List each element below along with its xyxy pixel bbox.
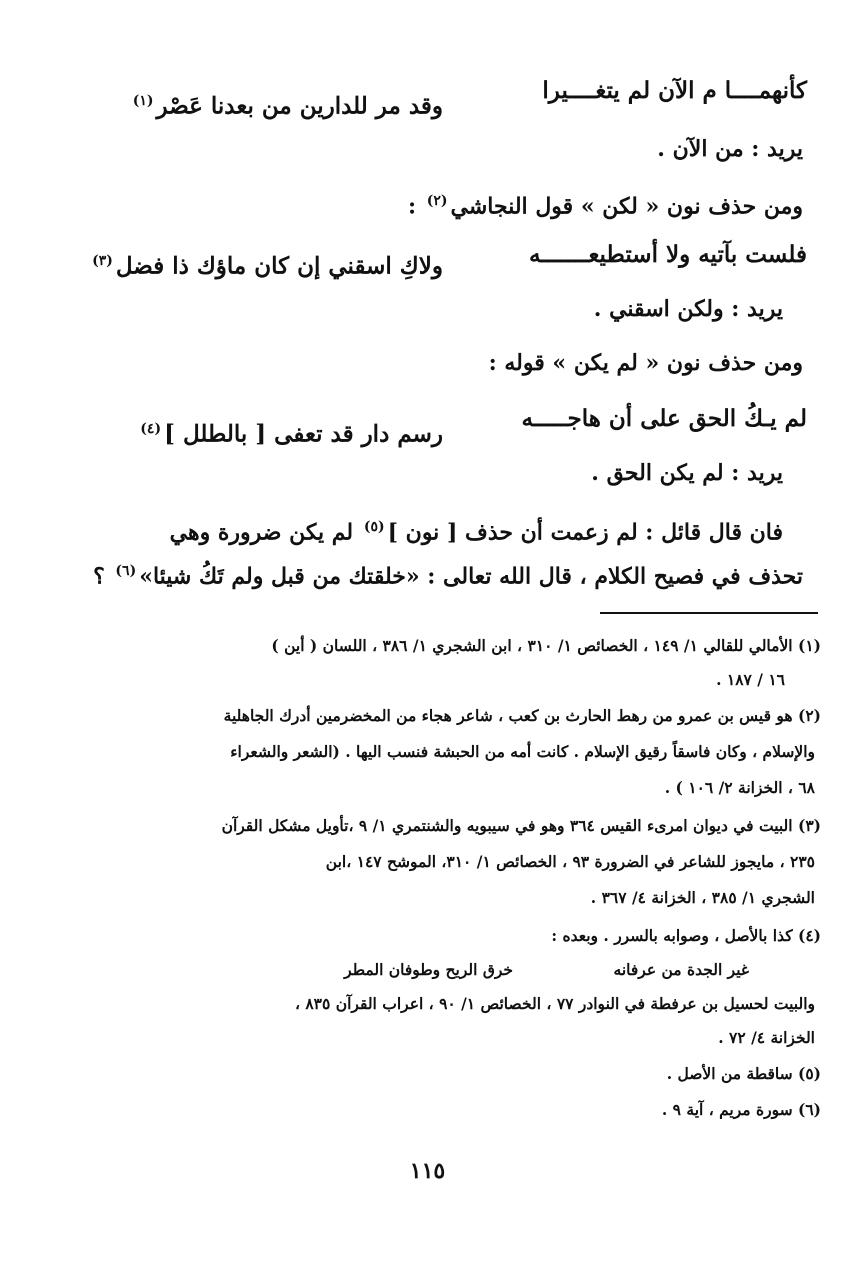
footnote-4-line-3: الخزانة ٤/ ٧٢ . <box>718 1028 815 1047</box>
verse-1-hemistich-right: كأنهمــــا م الآن لم يتغــــيرا <box>542 77 807 104</box>
verse-1-left-text: وقد مر للدارين من بعدنا عَصْر <box>156 92 443 120</box>
footnote-3-line-3: الشجري ١/ ٣٨٥ ، الخزانة ٤/ ٣٦٧ . <box>590 888 815 907</box>
body-line-5: يريد : لم يكن الحق . <box>591 460 783 486</box>
footnote-6: (٦) سورة مريم ، آية ٩ . <box>661 1100 821 1119</box>
footnote-ref-6: (٦) <box>115 563 137 579</box>
footnote-ref-5: (٥) <box>363 519 385 535</box>
footnote-2-line-1: (٢) هو قيس بن عمرو من رهط الحارث بن كعب ، شاعر هجاء من المخضرمين أدرك الجاهلية <box>223 706 821 725</box>
body-line-1: يريد : من الآن . <box>657 136 803 162</box>
footnote-2-line-3: ٦٨ ، الخزانة ٢/ ١٠٦ ) . <box>664 778 815 797</box>
body-line-3: يريد : ولكن اسقني . <box>593 296 783 322</box>
verse-2-hemistich-right: فلست بآتيه ولا أستطيعـــــــه <box>528 241 807 268</box>
footnote-3-line-2: ٢٣٥ ، مايجوز للشاعر في الضرورة ٩٣ ، الخصائص ١/ ٣١٠، الموشح ١٤٧ ،ابن <box>325 852 815 871</box>
verse-2-left-text: ولاكِ اسقني إن كان ماؤك ذا فضل <box>115 252 443 280</box>
page-number: ١١٥ <box>409 1158 446 1184</box>
footnote-divider <box>600 612 818 614</box>
verse-3-left-text: رسم دار قد تعفى [ بالطلل ] <box>164 420 443 448</box>
verse-3-hemistich-left <box>137 414 443 450</box>
paragraph-line-2 <box>93 556 803 591</box>
footnote-ref-4: (٤) <box>140 421 162 437</box>
footnote-ref-1: (١) <box>132 93 154 109</box>
verse-3-hemistich-right: لم يـكُ الحق على أن هاجـــــه <box>521 405 807 432</box>
footnote-4-verse-left: خرق الريح وطوفان المطر <box>344 960 513 979</box>
body-line-4: ومن حذف نون « لم يكن » قوله : <box>488 350 803 376</box>
verse-1-hemistich-left <box>130 86 443 122</box>
footnote-5: (٥) ساقطة من الأصل . <box>666 1064 821 1083</box>
body-line-2-colon: : <box>407 193 417 220</box>
paragraph-line-2-text: تحذف في فصيح الكلام ، قال الله تعالى : «خلقتك من قبل ولم تَكُ شيئا» <box>139 563 803 590</box>
verse-2-hemistich-left <box>89 246 443 282</box>
footnote-1-line-2: ١٦ / ١٨٧ . <box>716 670 785 689</box>
footnote-4-line-1: (٤) كذا بالأصل ، وصوابه بالسرر . وبعده : <box>551 926 821 945</box>
footnote-1-line-1: (١) الأمالي للقالي ١/ ١٤٩ ، الخصائص ١/ ٣١٠ ، ابن الشجري ١/ ٣٨٦ ، اللسان ( أين ) <box>271 636 821 655</box>
body-line-2 <box>408 186 803 221</box>
footnote-4-verse-right: غير الجدة من عرفانه <box>613 960 749 979</box>
paragraph-line-1-a: فان قال قائل : لم زعمت أن حذف [ نون ] <box>387 519 783 546</box>
footnote-3-line-1: (٣) البيت في ديوان امرىء القيس ٣٦٤ وهو في سيبويه والشنتمري ١/ ٩ ،تأويل مشكل القرآن <box>221 816 821 835</box>
footnote-2-line-2: والإسلام ، وكان فاسقاً رقيق الإسلام . كانت أمه من الحبشة فنسب اليها . (الشعر والشعراء <box>230 742 815 761</box>
body-line-2-text: ومن حذف نون « لكن » قول النجاشي <box>450 193 803 220</box>
footnote-ref-2: (٢) <box>426 193 448 209</box>
footnote-4-line-2: والبيت لحسيل بن عرفطة في النوادر ٧٧ ، الخصائص ١/ ٩٠ ، اعراب القرآن ٨٣٥ ، <box>294 994 815 1013</box>
question-mark: ؟ <box>93 563 105 590</box>
paragraph-line-1 <box>170 512 783 547</box>
paragraph-line-1-b: لم يكن ضرورة وهي <box>169 519 354 546</box>
footnote-ref-3: (٣) <box>92 253 113 269</box>
